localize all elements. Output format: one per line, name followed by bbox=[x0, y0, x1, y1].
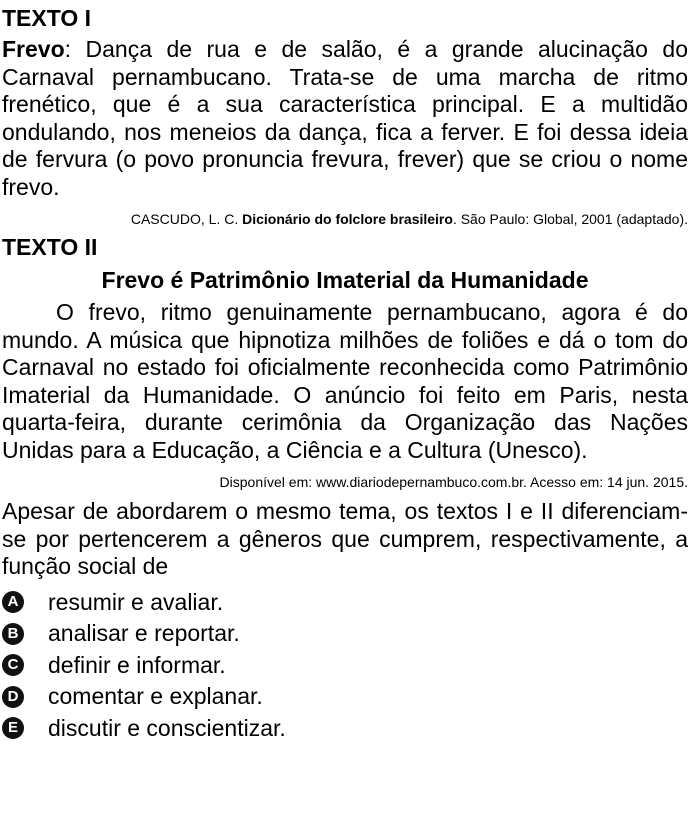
option-c-text: definir e informar. bbox=[48, 651, 226, 678]
option-c-letter: C bbox=[2, 654, 24, 676]
option-b-text: analisar e reportar. bbox=[48, 620, 240, 646]
question-stem: Apesar de abordarem o mesmo tema, os textos I e II diferenciam-se por pertencerem a gêneros que cumprem, respectivamente, a função social de bbox=[2, 498, 688, 579]
option-c[interactable] bbox=[2, 650, 688, 682]
texto2-source: Disponível em: www.diariodepernambuco.com.br. Acesso em: 14 jun. 2015. bbox=[219, 474, 688, 490]
texto1-definition: : Dança de rua e de salão, é a grande alucinação do Carnaval pernambucano. Trata-se de uma marcha de ritmo frenético, que é a sua característica principal. E a multidão ondulando, nos meneios da dança, fica a ferver. E foi dessa ideia de fervura (o povo pronuncia frevura, frever) que se criou o nome frevo. bbox=[2, 36, 688, 200]
option-d-text: comentar e explanar. bbox=[48, 683, 263, 709]
option-d-letter: D bbox=[2, 686, 24, 708]
texto1-source-work: Dicionário do folclore brasileiro bbox=[242, 211, 453, 227]
option-b-letter: B bbox=[2, 623, 24, 645]
option-e-text: discutir e conscientizar. bbox=[48, 714, 286, 741]
texto1-heading: TEXTO I bbox=[2, 5, 92, 31]
option-b[interactable] bbox=[2, 618, 688, 650]
option-e-letter: E bbox=[2, 717, 24, 739]
option-a[interactable] bbox=[2, 587, 688, 619]
texto1-term: Frevo bbox=[2, 36, 65, 62]
texto1-source-author: CASCUDO, L. C. bbox=[130, 211, 243, 227]
option-a-text: resumir e avaliar. bbox=[48, 588, 224, 615]
texto1-source bbox=[2, 209, 688, 229]
texto1-source-rest: . São Paulo: Global, 2001 (adaptado). bbox=[452, 211, 688, 227]
texto2-heading: TEXTO II bbox=[2, 234, 98, 260]
option-a-letter: A bbox=[2, 591, 24, 613]
answer-options bbox=[2, 587, 688, 745]
option-e[interactable] bbox=[2, 713, 688, 745]
texto2-body: O frevo, ritmo genuinamente pernambucano, agora é do mundo. A música que hipnotiza milhões de foliões e dá o tom do Carnaval no estado foi oficialmente reconhecida como Patrimônio Imaterial da Humanidade. O anúncio foi feito em Paris, nesta quarta-feira, durante cerimônia da Organização das Nações Unidas para a Educação, a Ciência e a Cultura (Unesco). bbox=[2, 299, 688, 463]
exam-question bbox=[0, 4, 700, 815]
texto2-title: Frevo é Patrimônio Imaterial da Humanidade bbox=[101, 267, 589, 293]
texto1-body bbox=[2, 36, 688, 201]
option-d[interactable] bbox=[2, 681, 688, 713]
